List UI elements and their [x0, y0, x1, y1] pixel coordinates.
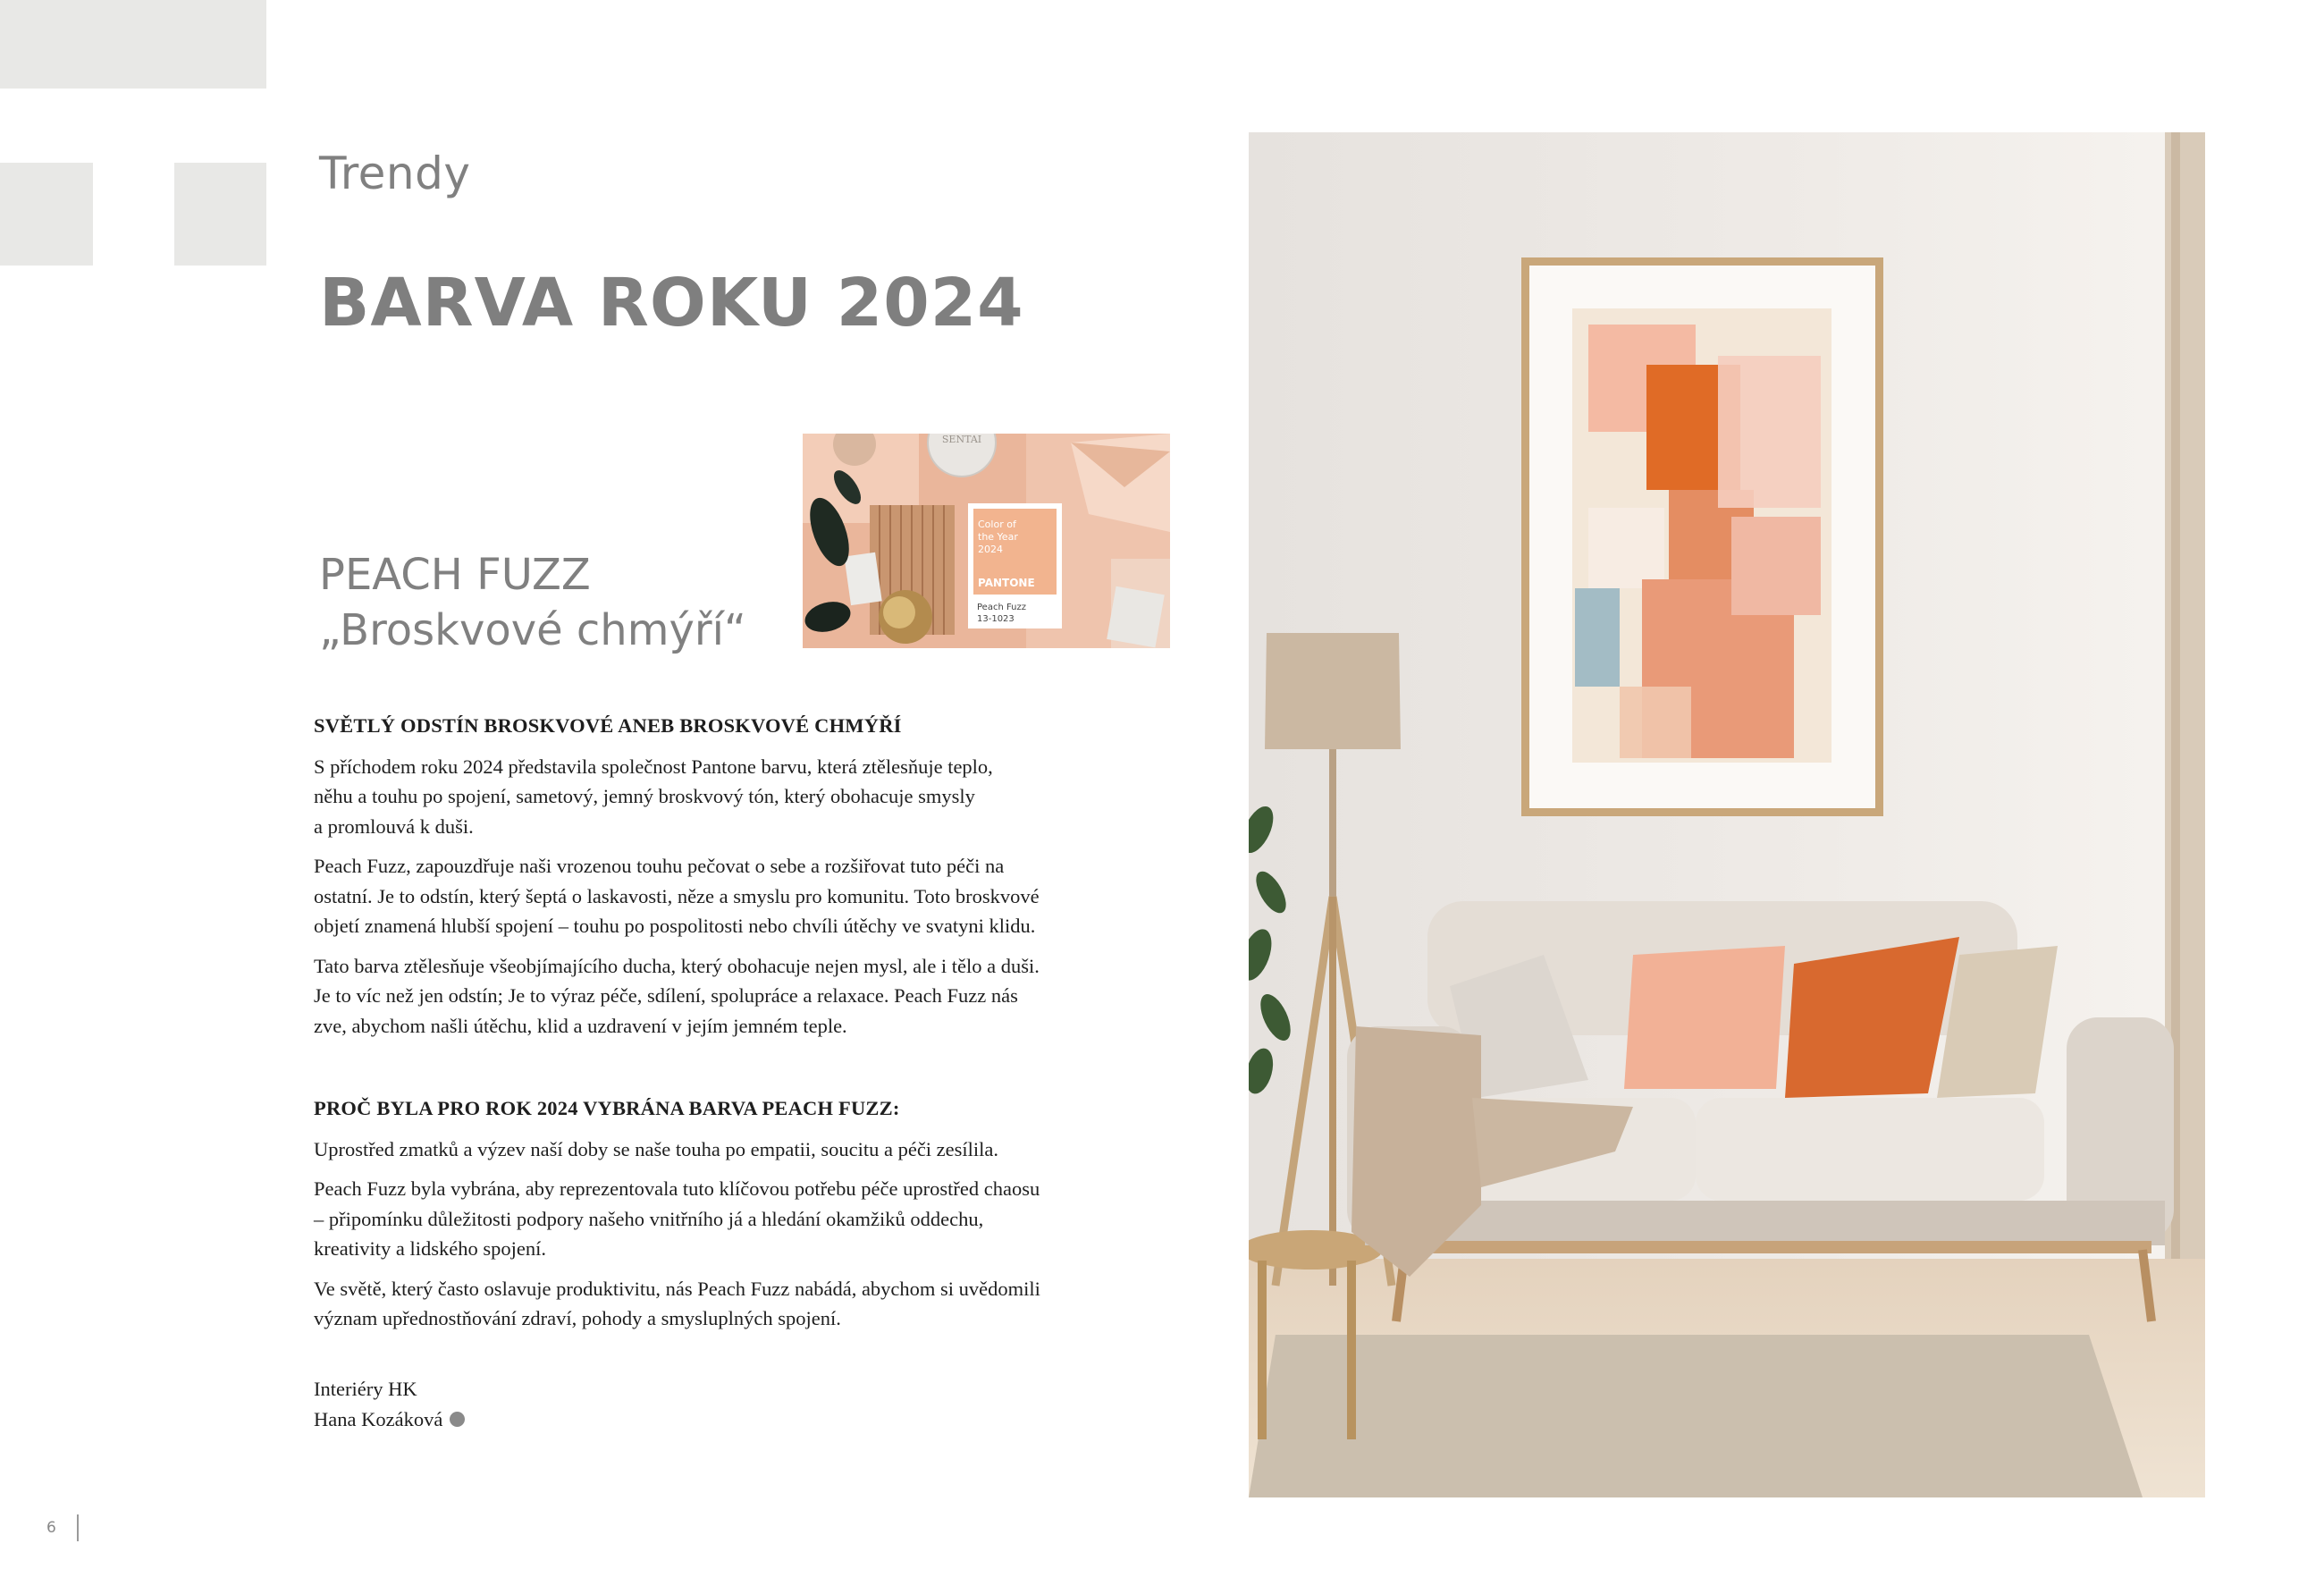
- section-heading: SVĚTLÝ ODSTÍN BROSKVOVÉ ANEB BROSKVOVÉ CHMÝŘÍ: [314, 714, 902, 737]
- paragraph: [314, 1274, 1100, 1334]
- card-code: 13-1023: [977, 614, 1015, 624]
- paragraph-line: Peach Fuzz byla vybrána, aby reprezentovala tuto klíčovou potřebu péče uprostřed chaosu: [314, 1177, 1040, 1200]
- pantone-moodboard-image: [803, 434, 1170, 648]
- paragraph-line: objetí znamená hlubší spojení – touhu po pospolitosti nebo chvíli útěchy ve svatyni klidu.: [314, 915, 1036, 937]
- article-section-1: [314, 711, 1100, 1050]
- paragraph-line: Je to víc než jen odstín; Je to výraz péče, sdílení, spolupráce a relaxace. Peach Fuzz nás: [314, 984, 1018, 1007]
- page-number: 6: [46, 1519, 56, 1537]
- subtitle-line-2: „Broskvové chmýří“: [319, 605, 746, 655]
- paragraph-line: něhu a touhu po spojení, sametový, jemný broskvový tón, který obohacuje smysly: [314, 785, 975, 807]
- subtitle-line-1: PEACH FUZZ: [319, 550, 591, 600]
- subtitle: [319, 547, 746, 658]
- seal-text: SENTAI: [941, 434, 982, 445]
- card-line-1: Color of: [978, 519, 1016, 530]
- card-brand: PANTONE: [978, 577, 1035, 589]
- paragraph: [314, 951, 1100, 1042]
- paragraph-line: ostatní. Je to odstín, který šeptá o laskavosti, něze a smyslu pro komunitu. Toto broskvové: [314, 884, 1040, 907]
- company-name: Interiéry HK: [314, 1378, 417, 1400]
- card-line-3: 2024: [978, 544, 1003, 555]
- paragraph-line: Uprostřed zmatků a výzev naší doby se naše touha po empatii, soucitu a péči zesílila.: [314, 1137, 999, 1160]
- author-signature: [314, 1374, 465, 1434]
- paragraph-line: S příchodem roku 2024 představila společnost Pantone barvu, která ztělesňuje teplo,: [314, 755, 993, 778]
- card-line-2: the Year: [978, 531, 1018, 543]
- end-mark-dot-icon: [450, 1412, 465, 1427]
- paragraph-line: Tato barva ztělesňuje všeobjímajícího ducha, který obohacuje nejen mysl, ale i tělo a duši.: [314, 954, 1040, 977]
- author-line: [314, 1405, 465, 1435]
- author-name: Hana Kozáková: [314, 1407, 443, 1430]
- article-section-2: [314, 1093, 1100, 1344]
- paragraph-line: význam upřednostňování zdraví, pohody a smysluplných spojení.: [314, 1307, 841, 1329]
- paragraph-line: zve, abychom našli útěchu, klid a uzdravení v jejím jemném teple.: [314, 1014, 847, 1037]
- section-heading: PROČ BYLA PRO ROK 2024 VYBRÁNA BARVA PEACH FUZZ:: [314, 1097, 900, 1119]
- paragraph-line: Peach Fuzz, zapouzdřuje naši vrozenou touhu pečovat o sebe a rozšiřovat tuto péči na: [314, 855, 1005, 877]
- decorative-block-middle: [174, 163, 266, 266]
- paragraph-line: Ve světě, který často oslavuje produktivitu, nás Peach Fuzz nabádá, abychom si uvědomili: [314, 1277, 1040, 1300]
- card-name: Peach Fuzz: [977, 603, 1027, 612]
- paragraph-line: a promlouvá k duši.: [314, 814, 474, 838]
- paragraph-line: kreativity a lidského spojení.: [314, 1237, 546, 1260]
- decorative-block-top: [0, 0, 266, 89]
- paragraph-line: – připomínku důležitosti podpory našeho vnitřního já a hledání okamžiků oddechu,: [314, 1207, 984, 1230]
- paragraph: [314, 851, 1100, 941]
- page-title: BARVA ROKU 2024: [319, 265, 1024, 342]
- paragraph: [314, 752, 1100, 842]
- decorative-block-left: [0, 163, 93, 266]
- section-label: Trendy: [319, 148, 471, 199]
- page-number-divider: [77, 1514, 79, 1541]
- living-room-photo: [1249, 132, 2205, 1497]
- paragraph: [314, 1174, 1100, 1264]
- paragraph: [314, 1135, 1100, 1165]
